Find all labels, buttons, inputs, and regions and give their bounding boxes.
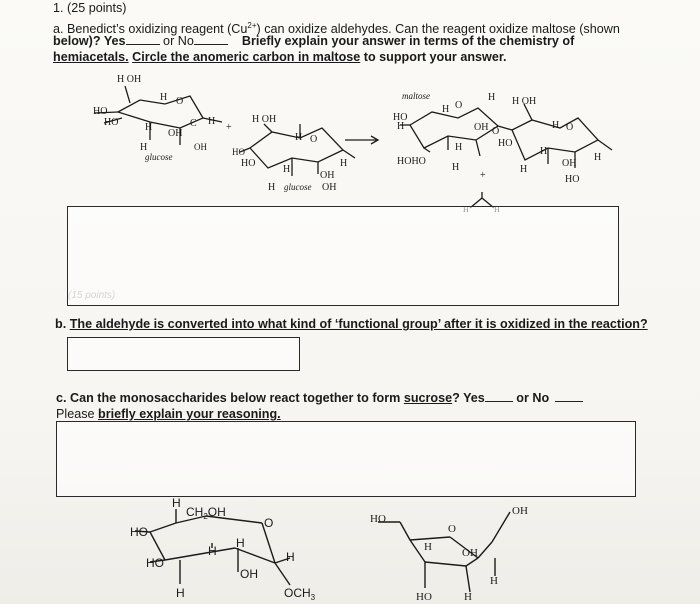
- svg-text:O: O: [264, 516, 274, 530]
- svg-text:H OH: H OH: [252, 114, 277, 125]
- svg-text:H: H: [145, 122, 153, 133]
- svg-text:H OH: H OH: [512, 96, 537, 107]
- svg-text:H: H: [397, 121, 405, 132]
- svg-text:HOHO: HOHO: [397, 156, 426, 167]
- svg-text:H: H: [340, 158, 348, 169]
- svg-text:H: H: [295, 132, 303, 143]
- svg-text:OH: OH: [168, 128, 183, 139]
- svg-text:H: H: [455, 142, 463, 153]
- svg-text:OCH3: $OCH_3$: [284, 586, 316, 602]
- svg-text:HO: HO: [130, 525, 148, 539]
- svg-text:HO: HO: [416, 591, 432, 603]
- svg-text:H: H: [283, 164, 291, 175]
- svg-text:OH: OH: [240, 567, 258, 581]
- svg-text:H: H: [488, 92, 496, 103]
- question-number: 1. (25 points): [53, 1, 127, 15]
- svg-text:HO: HO: [241, 158, 256, 169]
- svg-text:H: H: [286, 550, 295, 564]
- svg-text:H: H: [268, 182, 276, 193]
- question-a-line-1: a. Benedict’s oxidizing reagent $(Cu^{2+})$ can oxidize aldehydes. Can the reagent oxidize maltose (shown: [53, 21, 620, 37]
- svg-text:O: O: [492, 126, 500, 137]
- svg-text:H: H: [208, 116, 216, 127]
- svg-text:glucose: glucose: [284, 182, 312, 192]
- svg-text:HO: HO: [146, 556, 164, 570]
- svg-text:HO: HO: [565, 174, 580, 185]
- svg-text:H: H: [160, 92, 168, 103]
- svg-text:+: +: [480, 170, 486, 181]
- question-b: b. The aldehyde is converted into what kind of ‘functional group’ after it is oxidized in the reaction?: [55, 317, 648, 331]
- svg-text:H: H: [424, 541, 432, 553]
- svg-text:H: H: [442, 104, 450, 115]
- svg-text:OH: OH: [512, 505, 528, 517]
- svg-text:HO: HO: [104, 117, 119, 128]
- svg-text:H: H: [140, 142, 148, 153]
- svg-text:C: C: [190, 118, 197, 129]
- svg-text:O: O: [448, 523, 456, 535]
- svg-text:H: H: [236, 536, 245, 550]
- svg-text:H: H: [176, 586, 185, 600]
- svg-text:HO: HO: [370, 513, 386, 525]
- svg-text:OH: OH: [462, 547, 478, 559]
- svg-text:OH: OH: [194, 142, 207, 152]
- svg-text:O: O: [310, 134, 318, 145]
- svg-text:H: H: [452, 162, 460, 173]
- question-c-line-1: c. Can the monosaccharides below react together to form sucrose? Yes or No: [56, 391, 583, 406]
- svg-text:H OH: H OH: [117, 74, 142, 85]
- svg-text:HO: HO: [232, 147, 245, 157]
- svg-text:O: O: [176, 96, 184, 107]
- svg-text:H: H: [552, 120, 560, 131]
- svg-text:H: H: [594, 152, 602, 163]
- svg-text:OH: OH: [322, 182, 337, 193]
- svg-text:H: H: [490, 575, 498, 587]
- svg-text:maltose: maltose: [402, 91, 430, 101]
- question-a-line-2: below)? Yes or No Briefly explain your answer in terms of the chemistry of: [53, 34, 575, 48]
- question-a-line-3: hemiacetals. Circle the anomeric carbon in maltose to support your answer.: [53, 50, 507, 64]
- svg-text:HO: HO: [393, 112, 408, 123]
- svg-text:HO: HO: [498, 138, 513, 149]
- svg-text:H: H: [464, 591, 472, 603]
- svg-text:H: H: [172, 496, 181, 510]
- svg-text:CH2OH: $CH_2OH$: [186, 505, 226, 521]
- svg-text:H: H: [540, 146, 548, 157]
- svg-text:OH: OH: [474, 122, 489, 133]
- svg-text:H: H: [208, 544, 217, 558]
- svg-text:O: O: [566, 122, 574, 133]
- svg-text:O: O: [455, 100, 463, 111]
- question-c-line-2: Please briefly explain your reasoning.: [56, 407, 281, 421]
- svg-text:OH: OH: [320, 170, 335, 181]
- svg-text:+: +: [226, 122, 232, 133]
- svg-text:H: H: [520, 164, 528, 175]
- svg-text:glucose: glucose: [145, 152, 173, 162]
- svg-text:HO: HO: [93, 106, 108, 117]
- watermark-text: (15 points): [68, 290, 116, 301]
- svg-text:OH: OH: [562, 158, 577, 169]
